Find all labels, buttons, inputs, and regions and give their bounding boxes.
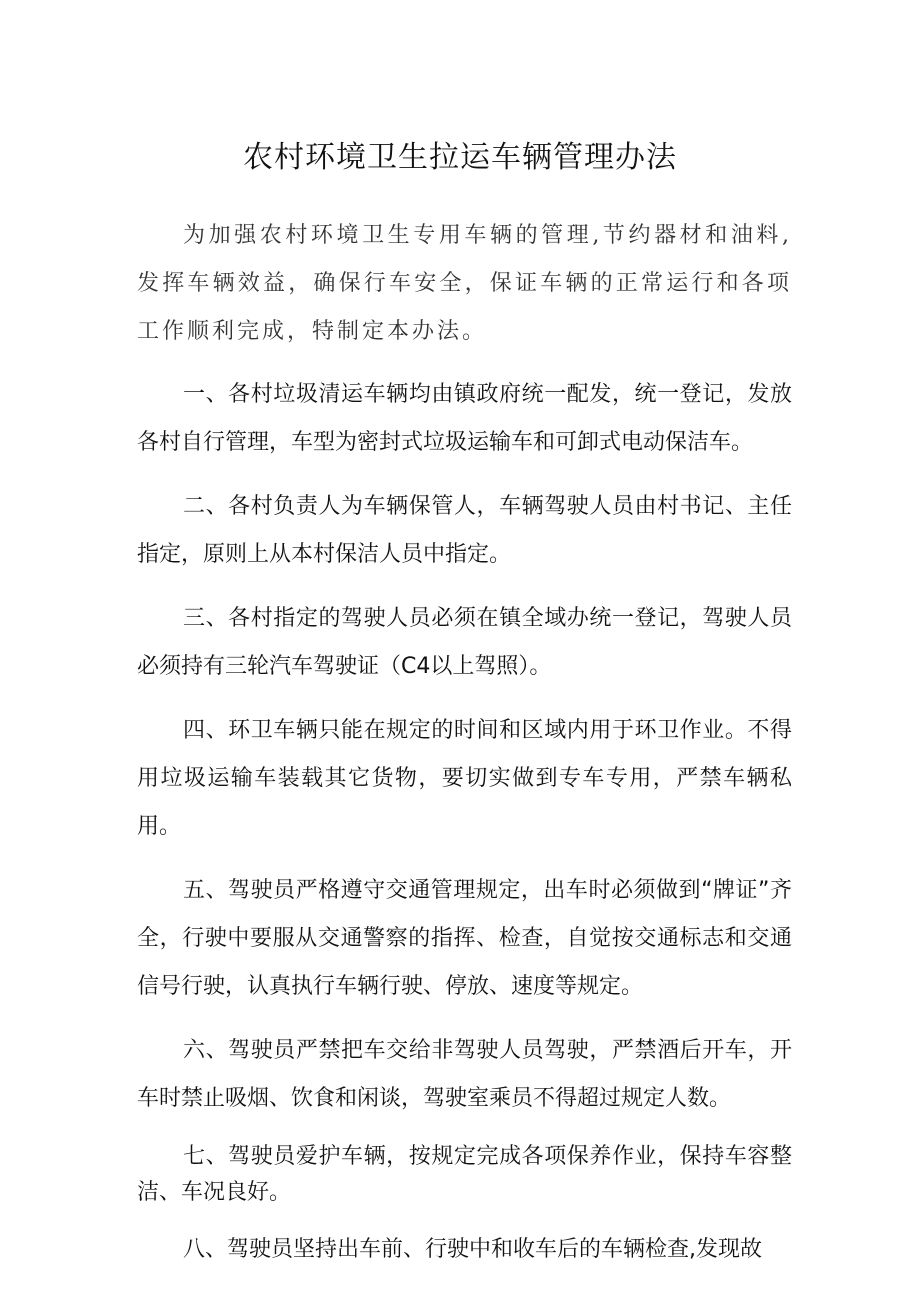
article-3-paragraph: 三、各村指定的驾驶人员必须在镇全域办统一登记，驾驶人员必须持有三轮汽车驾驶证（C4以上驾照）。 <box>137 606 792 679</box>
article-4-paragraph: 四、环卫车辆只能在规定的时间和区域内用于环卫作业。不得用垃圾运输车装载其它货物，要切实做到专车专用，严禁车辆私用。 <box>137 718 792 839</box>
article-6-paragraph: 六、驾驶员严禁把车交给非驾驶人员驾驶，严禁酒后开车，开车时禁止吸烟、饮食和闲谈，驾驶室乘员不得超过规定人数。 <box>137 1038 792 1111</box>
article-7-paragraph: 七、驾驶员爱护车辆，按规定完成各项保养作业，保持车容整洁、车况良好。 <box>137 1144 792 1205</box>
article-5-paragraph: 五、驾驶员严格遵守交通管理规定，出车时必须做到“牌证”齐全，行驶中要服从交通警察的指挥、检查，自觉按交通标志和交通信号行驶，认真执行车辆行驶、停放、速度等规定。 <box>137 878 792 999</box>
article-1-paragraph: 一、各村垃圾清运车辆均由镇政府统一配发，统一登记，发放各村自行管理，车型为密封式垃圾运输车和可卸式电动保洁车。 <box>137 382 792 455</box>
article-2-paragraph: 二、各村负责人为车辆保管人，车辆驾驶人员由村书记、主任指定，原则上从本村保洁人员中指定。 <box>137 494 792 567</box>
intro-paragraph: 为加强农村环境卫生专用车辆的管理,节约器材和油料,发挥车辆效益，确保行车安全，保证车辆的正常运行和各项工作顺利完成，特制定本办法。 <box>137 223 792 344</box>
document-body <box>137 212 792 1290</box>
article-8-paragraph: 八、驾驶员坚持出车前、行驶中和收车后的车辆检查,发现故 <box>183 1237 762 1262</box>
document-title: 农村环境卫生拉运车辆管理办法 <box>243 140 677 175</box>
